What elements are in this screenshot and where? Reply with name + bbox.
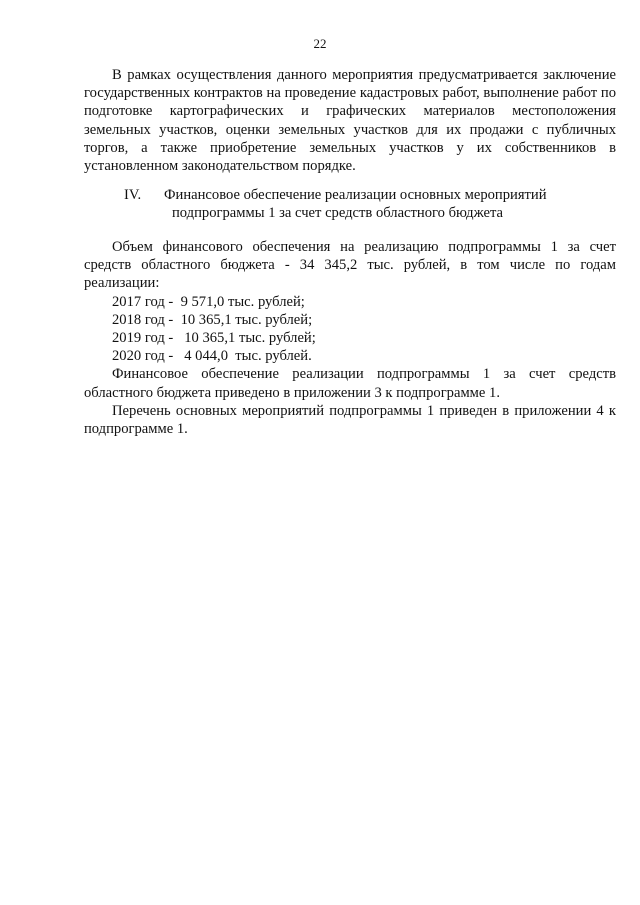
intro-block (84, 66, 616, 175)
finance-summary-paragraph: Объем финансового обеспечения на реализацию подпрограммы 1 за счет средств областного бюджета - 34 345,2 тыс. рублей, в том числе по годам реализации: (84, 239, 616, 292)
year-line-2020: 2020 год - 4 044,0 тыс. рублей. (112, 348, 312, 365)
section-title-line-1: Финансовое обеспечение реализации основных мероприятий (164, 187, 547, 203)
section-heading-line-1 (124, 186, 616, 204)
section-title-line-2: подпрограммы 1 за счет средств областного бюджета (172, 205, 504, 222)
finance-block (84, 238, 616, 438)
section-heading (84, 186, 616, 222)
year-line-2017: 2017 год - 9 571,0 тыс. рублей; (112, 293, 305, 310)
appendix-note-paragraph: Финансовое обеспечение реализации подпрограммы 1 за счет средств областного бюджета приведено в приложении 3 к подпрограмме 1. (84, 366, 616, 401)
year-line-2019: 2019 год - 10 365,1 тыс. рублей; (112, 330, 316, 347)
page-number: 22 (313, 36, 327, 51)
year-line-2018: 2018 год - 10 365,1 тыс. рублей; (112, 311, 313, 328)
intro-paragraph: В рамках осуществления данного мероприятия предусматривается заключение государственных контрактов на проведение кадастровых работ, выполнение работ по подготовке картографических и графических материалов местоположения земельных участков, оценки земельных участков для их продажи с публичных торгов, а также приобретение земельных участков у их собственников в установленном законодательством порядке. (84, 67, 616, 175)
section-numeral: IV. (124, 187, 142, 203)
activities-note-paragraph: Перечень основных мероприятий подпрограммы 1 приведен в приложении 4 к подпрограмме 1. (84, 402, 616, 438)
